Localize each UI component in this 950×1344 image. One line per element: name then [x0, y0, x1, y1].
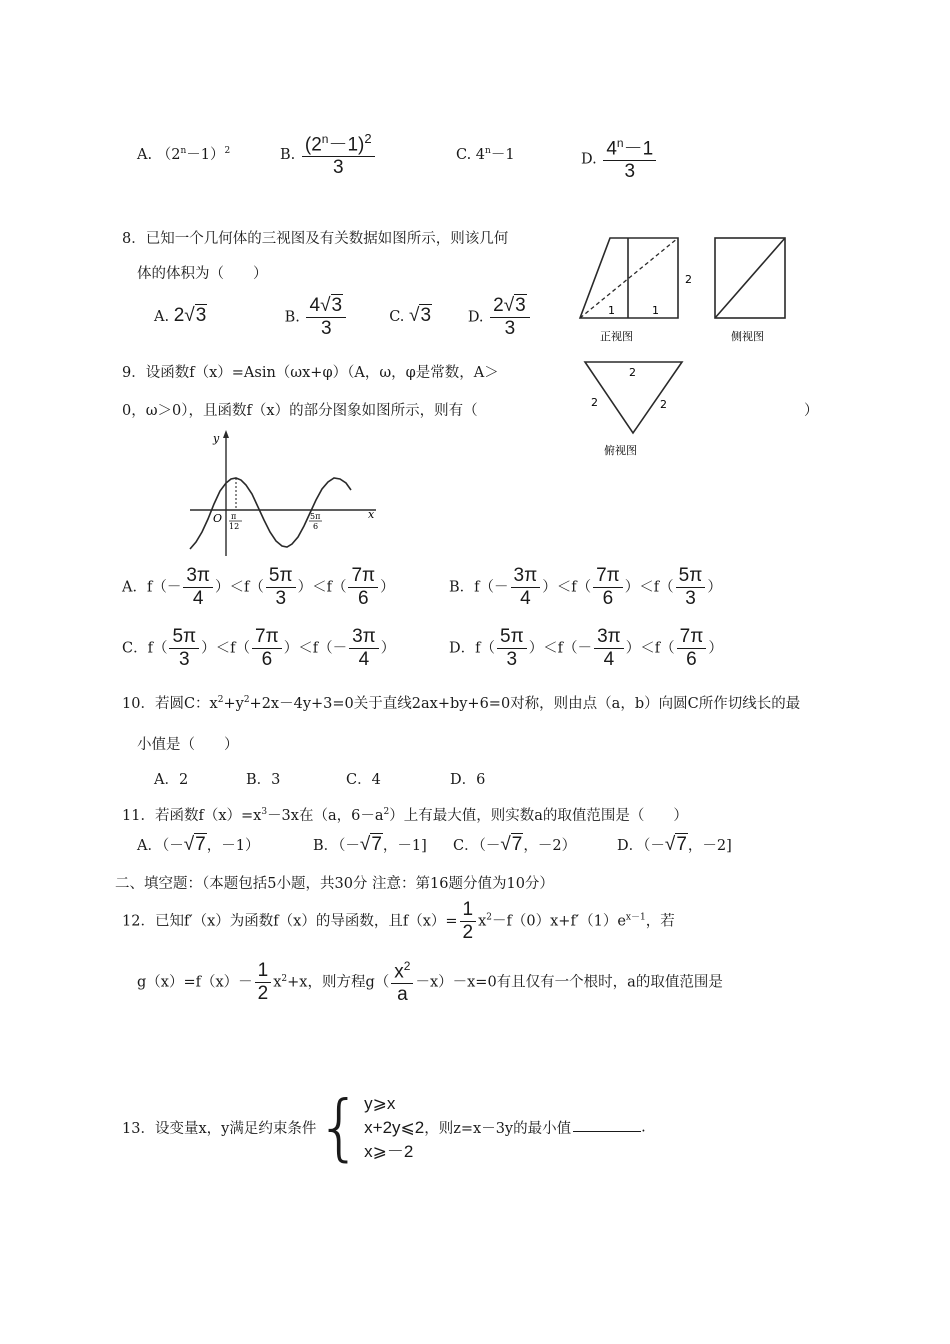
q7-option-d: D. $\frac{4^n-1}{3}$	[581, 137, 658, 182]
q10-options	[154, 768, 485, 789]
front-view	[580, 238, 678, 318]
answer-blank[interactable]	[573, 1130, 641, 1132]
q13: 13．设变量x，y满足约束条件 { y⩾x x+2y⩽2 x⩾－2 ，则z=x－3y的最小值 .	[122, 1085, 646, 1170]
q7-option-a: A. $(2^n-1)^2$	[137, 146, 231, 163]
constraint-system: { y⩾x x+2y⩽2 x⩾－2	[316, 1085, 425, 1170]
q11-option-c: C．（－√7，－2）	[453, 834, 577, 855]
q7-option-c: C. $4^n-1$	[456, 146, 515, 163]
front-view-label: 正视图	[600, 330, 633, 343]
q9-line1: 9．设函数f（x）=Asin（ωx+φ）（A，ω，φ是常数，A＞	[122, 365, 499, 381]
top-dim-right: 2	[660, 398, 667, 411]
q9-line2-end: ）	[804, 403, 819, 419]
q7-b-fraction: $\frac{(2^n-1)^2}{3}$	[302, 132, 375, 178]
top-dim-top: 2	[629, 366, 636, 379]
side-view-label: 侧视图	[731, 330, 764, 343]
graph-origin-label: O	[213, 512, 223, 525]
graph-tick1-num: π	[231, 512, 237, 521]
q8-options	[154, 296, 532, 339]
q10-option-b: B．3	[246, 772, 281, 788]
q10-line2: 小值是（ ）	[137, 737, 239, 753]
q8-line1: 8．已知一个几何体的三视图及有关数据如图所示，则该几何	[122, 231, 509, 247]
q10-option-a: A．2	[154, 772, 189, 788]
graph-y-label: y	[213, 432, 220, 445]
q11-option-d: D．（－√7，－2]	[617, 834, 732, 855]
section-2-heading: 二、填空题：（本题包括5小题，共30分 注意：第16题分值为10分）	[115, 876, 554, 892]
q8-option-d: D. $\frac{2√3}{3}$	[468, 296, 532, 339]
front-dim-1a: 1	[608, 304, 615, 317]
three-view-figure	[570, 228, 790, 464]
top-view-label: 俯视图	[604, 444, 637, 457]
q9-option-d: D．f（ $\frac{5\pi}{3}$ ）＜f（－ $\frac{3\pi}{4}$ ）＜f（ $\frac{7\pi}{6}$ ）	[449, 626, 723, 670]
graph-tick2-num: 5π	[310, 512, 321, 521]
q11-line1: 11．若函数$f(x)=x^3-3x$在（a，$6-a^2$）上有最大值，则实数a的取值范围是（ ）	[122, 807, 688, 824]
graph-tick1-den: 12	[229, 522, 240, 531]
side-view	[715, 238, 785, 318]
q11-option-a: A．（－√7，－1）	[137, 834, 260, 855]
q9-line2: 0，ω＞0），且函数f（x）的部分图象如图所示，则有（	[122, 403, 478, 419]
q11-options	[137, 834, 732, 856]
graph-x-label: x	[368, 508, 375, 521]
top-dim-left: 2	[591, 396, 598, 409]
q10-line1: 10．若圆C：$x^2+y^2+2x-4y+3=0$关于直线2ax+by+6=0对称，则由点（a，b）向圆C所作切线长的最	[122, 695, 801, 712]
q9-option-a: A．f（－ $\frac{3\pi}{4}$ ）＜f（ $\frac{5\pi}{3}$ ）＜f（ $\frac{7\pi}{6}$ ）	[122, 565, 395, 609]
q8-option-b: B. $\frac{4√3}{3}$	[285, 296, 385, 339]
q8-option-a: A. 2√3	[154, 305, 207, 327]
sine-graph	[186, 428, 382, 558]
q9-option-c: C．f（ $\frac{5\pi}{3}$ ）＜f（ $\frac{7\pi}{6}$ ）＜f（－ $\frac{3\pi}{4}$ ）	[122, 626, 396, 670]
q7-option-b: B. $\frac{(2^n-1)^2}{3}$	[280, 132, 377, 178]
front-dim-h: 2	[685, 273, 692, 286]
graph-tick2-den: 6	[313, 522, 319, 531]
q8-line2: 体的体积为（ ）	[137, 266, 268, 282]
front-dim-1b: 1	[652, 304, 659, 317]
q9-option-b: B．f（－ $\frac{3\pi}{4}$ ）＜f（ $\frac{7\pi}{6}$ ）＜f（ $\frac{5\pi}{3}$ ）	[449, 565, 722, 609]
q10-option-c: C．4	[346, 772, 381, 788]
q8-option-c: C. √3	[389, 305, 432, 327]
q12-line2: g（x）=f（x）－ $\frac{1}{2}$ $x^2+x$，则方程g（ $\frac{x^2}{a}$ －x）－x=0有且仅有一个根时，a的取值范围是	[137, 959, 723, 1006]
q10-option-d: D．6	[450, 772, 486, 788]
q7-d-fraction: $\frac{4^n-1}{3}$	[603, 137, 656, 182]
q12-line1: 12．已知f′（x）为函数f（x）的导函数，且f（x）= $\frac{1}{2}$ $x^2-f(0)x+f'(1)e^{x-1}$，若	[122, 899, 675, 943]
q11-option-b: B．（－√7，－1]	[313, 834, 427, 855]
